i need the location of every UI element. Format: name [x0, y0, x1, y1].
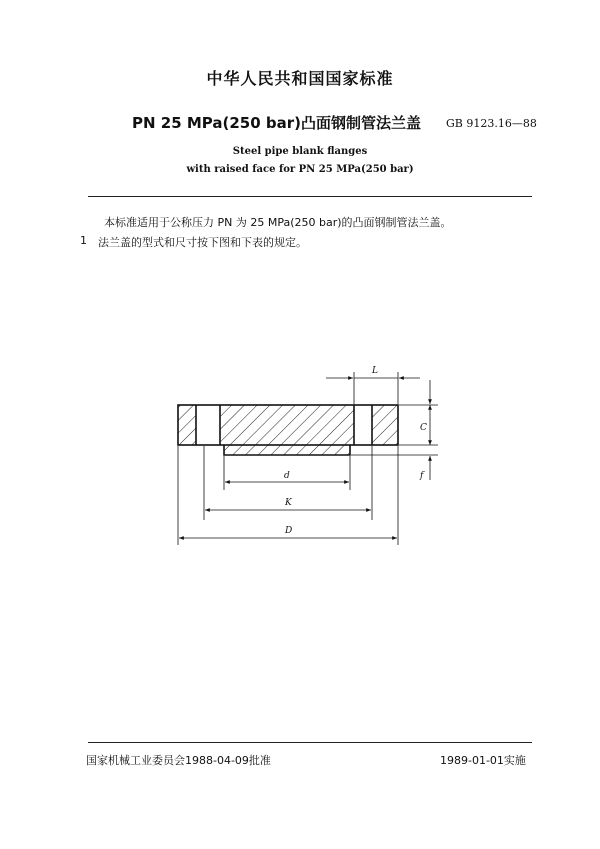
extension-lines: [178, 372, 438, 545]
standard-title-cn: PN 25 MPa(250 bar)凸面钢制管法兰盖: [132, 114, 422, 132]
standard-title-en-line1: Steel pipe blank flanges: [232, 146, 368, 157]
dim-label-f: f: [420, 471, 424, 481]
standard-code: GB 9123.16—88: [446, 117, 537, 130]
footer-divider: [88, 742, 532, 743]
clause-number: 1: [80, 234, 87, 247]
dim-label-d: d: [284, 471, 290, 481]
implementation-date: 1989-01-01实施: [440, 754, 526, 767]
scope-paragraph: 本标准适用于公称压力 PN 为 25 MPa(250 bar)的凸面钢制管法兰盖。: [104, 216, 452, 229]
flange-section-hatch: [178, 405, 398, 455]
dimension-lines: [179, 378, 430, 538]
dim-label-K: K: [285, 498, 292, 508]
dim-label-L: L: [372, 366, 378, 376]
standard-title-en-line2: with raised face for PN 25 MPa(250 bar): [186, 164, 414, 175]
dim-label-D: D: [285, 526, 293, 536]
dim-label-C: C: [420, 423, 427, 433]
clause-text: 法兰盖的型式和尺寸按下图和下表的规定。: [98, 236, 307, 249]
approval-info: 国家机械工业委员会1988-04-09批准: [86, 754, 271, 767]
national-standard-header: 中华人民共和国国家标准: [206, 69, 394, 88]
